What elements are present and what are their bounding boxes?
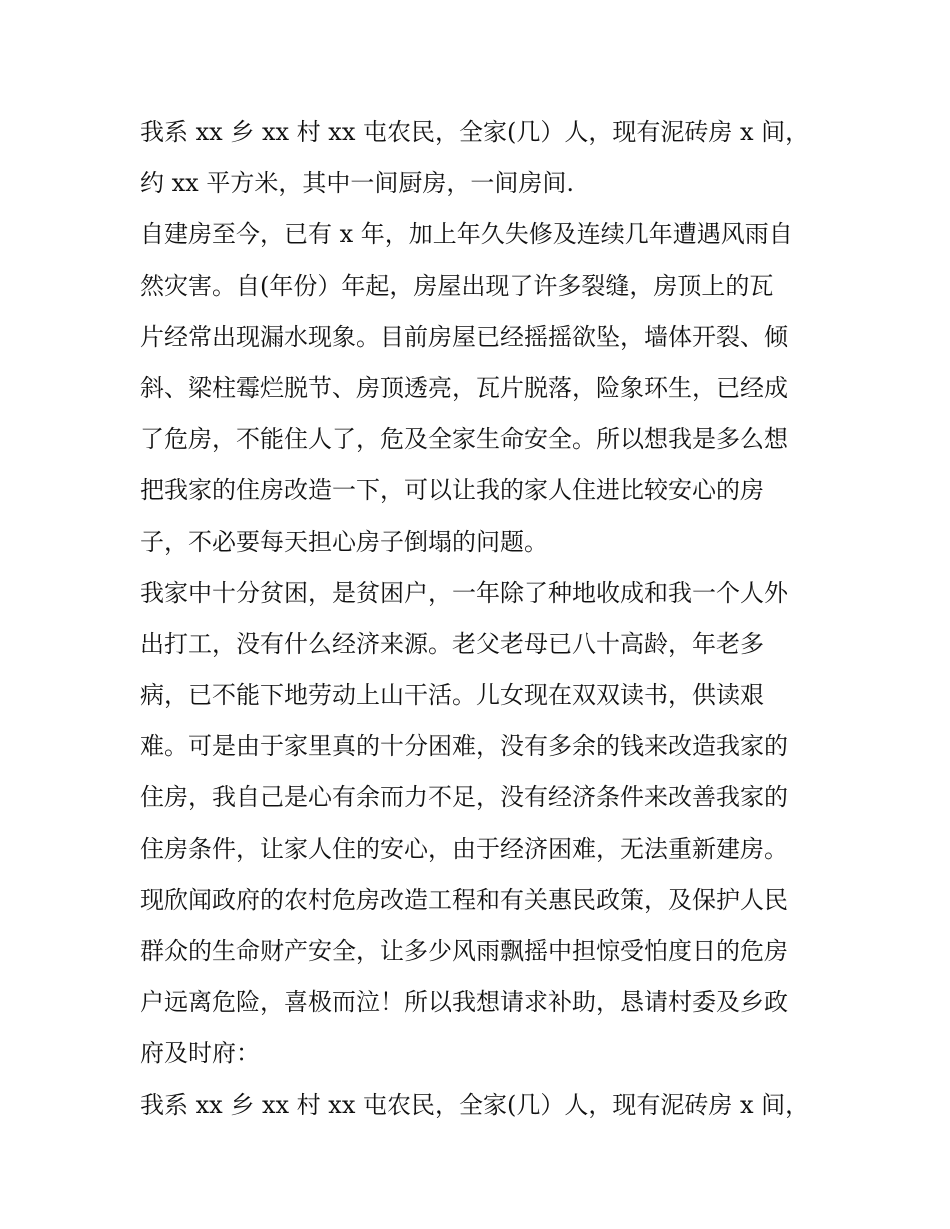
text-line-13: 难。可是由于家里真的十分困难，没有多余的钱来改造我家的: [140, 732, 788, 761]
text-line-10: 我家中十分贫困，是贫困户，一年除了种地收成和我一个人外: [140, 578, 788, 607]
text-line-18: 户远离危险，喜极而泣！所以我想请求补助，恳请村委及乡政: [140, 988, 788, 1017]
text-line-7: 了危房，不能住人了，危及全家生命安全。所以想我是多么想: [140, 425, 788, 454]
text-line-6: 斜、梁柱霉烂脱节、房顶透亮，瓦片脱落，险象环生，已经成: [140, 373, 788, 402]
text-line-9: 子，不必要每天担心房子倒塌的问题。: [140, 527, 548, 556]
text-line-12: 病，已不能下地劳动上山干活。儿女现在双双读书，供读艰: [140, 681, 764, 710]
text-line-4: 然灾害。自(年份）年起，房屋出现了许多裂缝，房顶上的瓦: [140, 271, 774, 300]
text-line-17: 群众的生命财产安全，让多少风雨飘摇中担惊受怕度日的危房: [140, 937, 788, 965]
text-line-8: 把我家的住房改造一下，可以让我的家人住进比较安心的房: [140, 476, 764, 505]
text-line-19: 府及时府：: [140, 1039, 260, 1068]
text-line-1: 我系 xx 乡 xx 村 xx 屯农民，全家(几）人，现有泥砖房 x 间，: [140, 118, 810, 146]
text-line-11: 出打工，没有什么经济来源。老父老母已八十高龄，年老多: [140, 629, 764, 658]
document-body: [140, 107, 820, 1131]
text-line-16: 现欣闻政府的农村危房改造工程和有关惠民政策，及保护人民: [140, 885, 788, 914]
text-line-5: 片经常出现漏水现象。目前房屋已经摇摇欲坠，墙体开裂、倾: [140, 322, 788, 351]
text-line-14: 住房，我自己是心有余而力不足，没有经济条件来改善我家的: [140, 783, 788, 812]
text-line-3: 自建房至今，已有 x 年，加上年久失修及连续几年遭遇风雨自: [140, 220, 793, 249]
text-line-20: 我系 xx 乡 xx 村 xx 屯农民，全家(几）人，现有泥砖房 x 间，: [140, 1090, 810, 1119]
text-line-2: 约 xx 平方米，其中一间厨房，一间房间.: [140, 169, 574, 198]
text-line-15: 住房条件，让家人住的安心，由于经济困难，无法重新建房。: [140, 834, 788, 863]
